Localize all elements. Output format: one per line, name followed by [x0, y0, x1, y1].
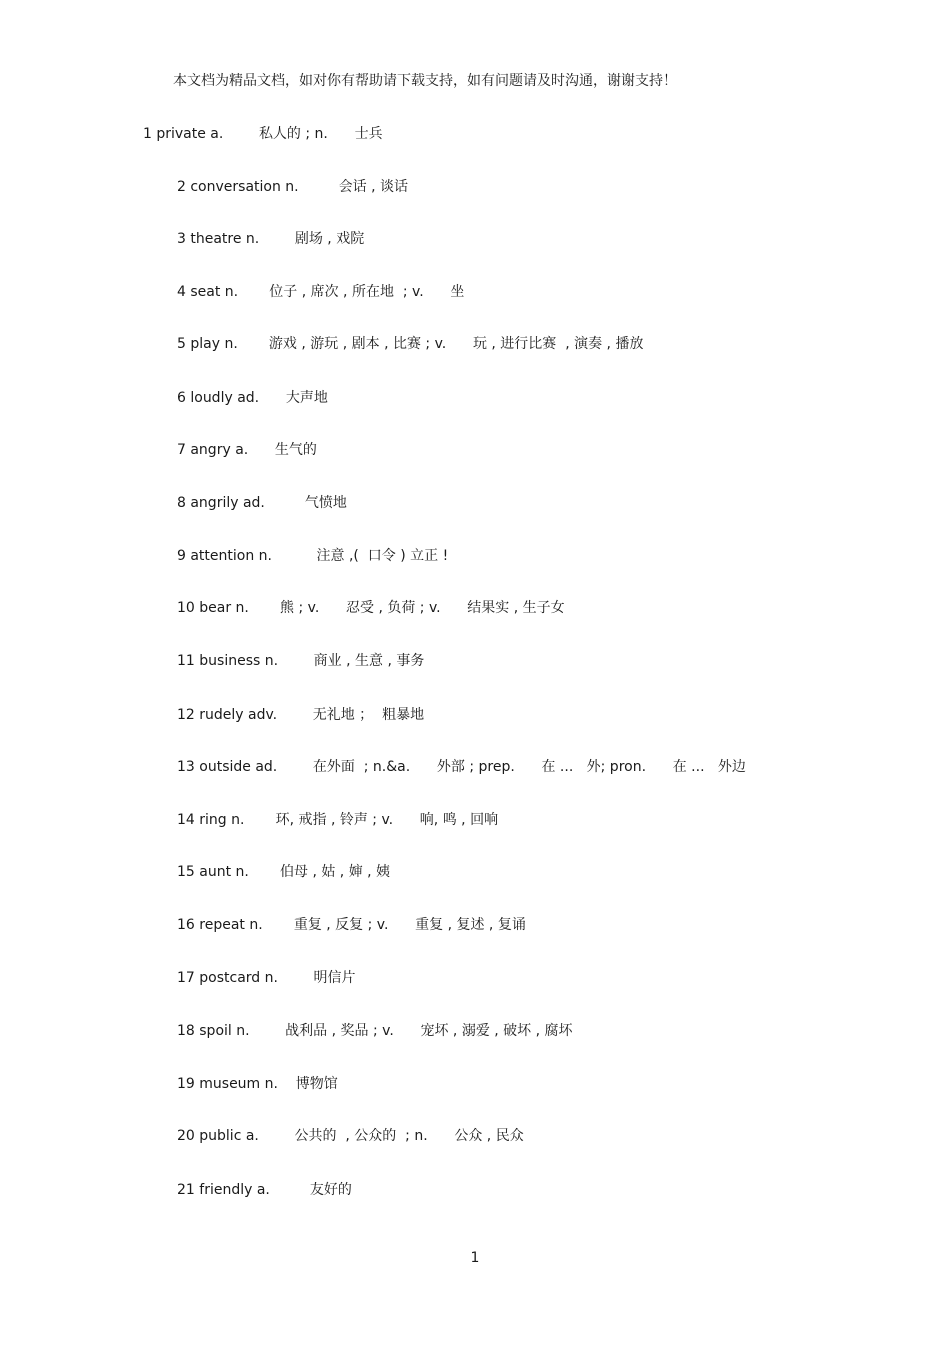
page-number: 1 — [470, 1250, 480, 1266]
vocab-entry-19: 19 museum n. 博物馆 — [177, 1076, 338, 1092]
vocab-entry-21: 21 friendly a. 友好的 — [177, 1182, 352, 1198]
vocab-entry-16: 16 repeat n. 重复 , 反复 ; v. 重复 , 复述 , 复诵 — [177, 917, 526, 933]
vocab-entry-18: 18 spoil n. 战利品 , 奖品 ; v. 宠坏 , 溺爱 , 破坏 , 腐坏 — [177, 1023, 573, 1039]
vocab-entry-5: 5 play n. 游戏 , 游玩 , 剧本 , 比赛 ; v. 玩 , 进行比赛 , 演奏 , 播放 — [177, 336, 644, 352]
vocab-entry-17: 17 postcard n. 明信片 — [177, 970, 356, 986]
document-header-notice: 本文档为精品文档，如对你有帮助请下载支持，如有问题请及时沟通，谢谢支持！ — [173, 73, 677, 89]
vocab-entry-1: 1 private a. 私人的 ; n. 士兵 — [143, 126, 383, 142]
vocab-entry-11: 11 business n. 商业 , 生意 , 事务 — [177, 653, 425, 669]
vocab-entry-7: 7 angry a. 生气的 — [177, 442, 317, 458]
vocab-entry-4: 4 seat n. 位子 , 席次 , 所在地 ; v. 坐 — [177, 284, 465, 300]
vocab-entry-15: 15 aunt n. 伯母 , 姑 , 婶 , 姨 — [177, 864, 391, 880]
vocab-entry-20: 20 public a. 公共的 , 公众的 ; n. 公众 , 民众 — [177, 1128, 524, 1144]
vocab-entry-12: 12 rudely adv. 无礼地 ； 粗暴地 — [177, 707, 425, 723]
vocab-entry-6: 6 loudly ad. 大声地 — [177, 390, 328, 406]
vocab-entry-10: 10 bear n. 熊 ; v. 忍受 , 负荷 ; v. 结果实 , 生子女 — [177, 600, 565, 616]
vocab-entry-2: 2 conversation n. 会话 , 谈话 — [177, 179, 409, 195]
vocab-entry-14: 14 ring n. 环, 戒指 , 铃声 ; v. 响, 鸣 , 回响 — [177, 812, 499, 828]
vocab-entry-8: 8 angrily ad. 气愤地 — [177, 495, 347, 511]
vocab-entry-9: 9 attention n. 注意 ,( 口令 ) 立正 ! — [177, 548, 449, 564]
vocab-entry-13: 13 outside ad. 在外面 ; n.&a. 外部 ; prep. 在 ... 外; pron. 在 ... 外边 — [177, 759, 746, 775]
vocab-entry-3: 3 theatre n. 剧场 , 戏院 — [177, 231, 365, 247]
